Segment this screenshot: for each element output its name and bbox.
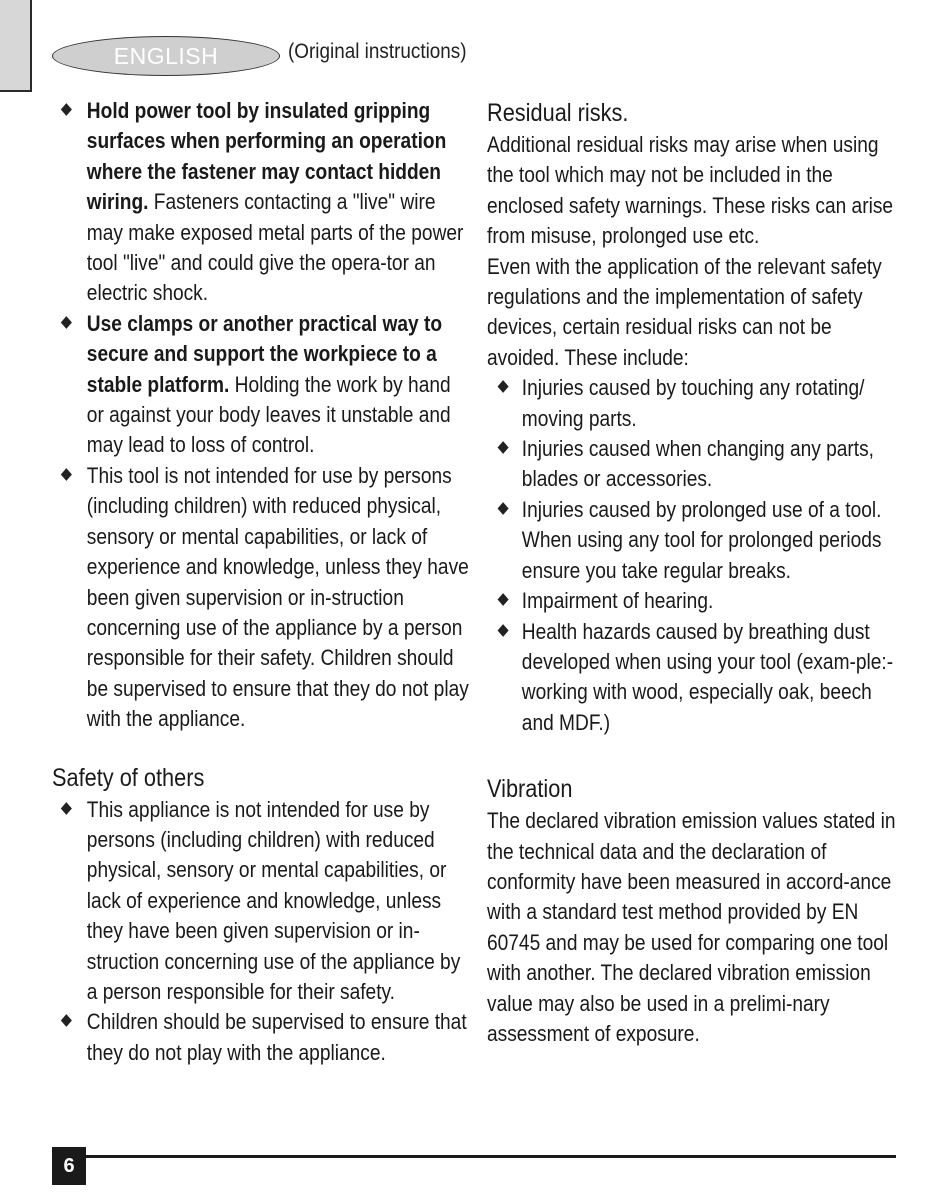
- list-item: [52, 461, 471, 735]
- diamond-bullet-icon: [61, 103, 72, 116]
- list-item: [487, 434, 906, 495]
- list-item: [487, 617, 906, 739]
- tool-safety-list: [52, 96, 471, 735]
- diamond-bullet-icon: [61, 468, 72, 481]
- list-item: [52, 309, 471, 461]
- list-item: [487, 586, 906, 616]
- item-text: Injuries caused when changing any parts, blades or accessories.: [521, 436, 874, 492]
- list-item: [52, 1007, 471, 1068]
- right-column: [487, 96, 907, 1049]
- list-item: [487, 373, 906, 434]
- item-text: Injuries caused by prolonged use of a tool. When using any tool for prolonged periods ensure you take regular breaks.: [521, 496, 882, 583]
- vibration-heading: Vibration: [487, 775, 573, 804]
- diamond-bullet-icon: [61, 1015, 72, 1028]
- residual-paragraph-2: Even with the application of the relevant safety regulations and the implementation of safety devices, certain residual risks can not be avoided. These include:: [487, 253, 882, 370]
- list-item: [487, 495, 906, 586]
- diamond-bullet-icon: [61, 316, 72, 329]
- bold-lead: Use clamps or another practical way to secure and support the workpiece to a stable platform.: [86, 310, 443, 397]
- list-item: [52, 96, 471, 309]
- left-column: [52, 96, 472, 1068]
- residual-risks-heading: Residual risks.: [487, 99, 629, 127]
- diamond-bullet-icon: [498, 380, 509, 393]
- footer-rule: [52, 1155, 896, 1158]
- item-text: This appliance is not intended for use by persons (including children) with reduced physical, sensory or mental capabilities, or lack of experience and knowledge, unless they have been given supervision or in-struction concerning use of the appliance by a person responsible for their safety.: [86, 796, 461, 1004]
- page-edge-tab: [0, 0, 32, 92]
- item-text: Injuries caused by touching any rotating/ moving parts.: [521, 375, 865, 431]
- item-text: Health hazards caused by breathing dust developed when using your tool (exam-ple:- working with wood, especially oak, beech and MDF.): [521, 618, 894, 735]
- bold-lead: Hold power tool by insulated gripping surfaces when performing an operation where the fastener may contact hidden wiring.: [86, 98, 447, 215]
- diamond-bullet-icon: [61, 802, 72, 815]
- safety-of-others-list: [52, 795, 471, 1069]
- list-item: [52, 795, 471, 1008]
- diamond-bullet-icon: [498, 441, 509, 454]
- residual-risks-list: [487, 373, 906, 738]
- language-label: ENGLISH: [52, 36, 280, 76]
- item-text: This tool is not intended for use by persons (including children) with reduced physical, sensory or mental capabilities, or lack of experience and knowledge, unless they have been given supervision or in-struction concerning use of the appliance by a person responsible for their safety. Children should be supervised to ensure that they do not play with the appliance.: [86, 462, 469, 732]
- residual-paragraph-1: Additional residual risks may arise when using the tool which may not be included in the enclosed safety warnings. These risks can arise from misuse, prolonged use etc.: [487, 132, 894, 249]
- diamond-bullet-icon: [498, 502, 509, 515]
- item-text: Children should be supervised to ensure that they do not play with the appliance.: [86, 1009, 467, 1065]
- item-text: Impairment of hearing.: [521, 588, 714, 614]
- diamond-bullet-icon: [498, 593, 509, 606]
- original-instructions-note: (Original instructions): [288, 40, 467, 63]
- safety-of-others-heading: Safety of others: [52, 763, 205, 792]
- item-text: Fasteners contacting a "live" wire may make exposed metal parts of the power tool "live" and could give the opera-tor an electric shock.: [86, 189, 464, 306]
- page-number: 6: [52, 1147, 86, 1185]
- item-text: Holding the work by hand or against your body leaves it unstable and may lead to loss of control.: [86, 371, 451, 458]
- diamond-bullet-icon: [498, 624, 509, 637]
- vibration-paragraph: The declared vibration emission values stated in the technical data and the declaration of conformity have been measured in accord-ance with a standard test method provided by EN 60745 and may be used for comparing one tool with another. The declared vibration emission value may also be used in a prelimi-nary assessment of exposure.: [487, 808, 896, 1046]
